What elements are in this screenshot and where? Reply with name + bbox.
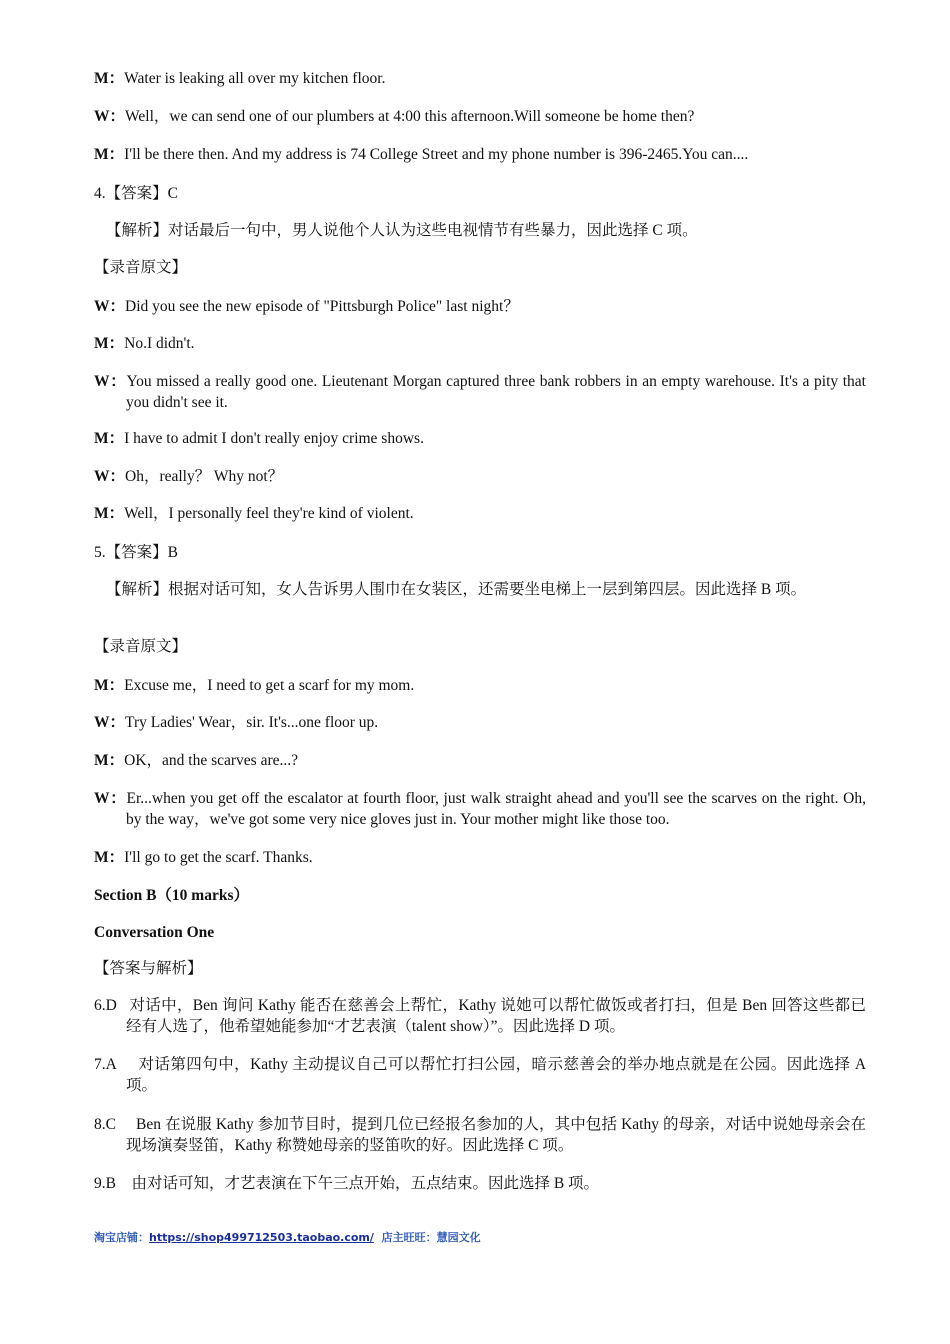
dialogue-line: M：Well，I personally feel they're kind of violent. <box>94 505 414 522</box>
footer <box>94 1229 481 1245</box>
owner-label: 店主旺旺：慧园文化 <box>381 1231 481 1244</box>
dialogue-line: W：Well，we can send one of our plumbers at 4:00 this afternoon.Will someone be home then? <box>94 108 695 125</box>
dialogue-line: M：I'll go to get the scarf. Thanks. <box>94 849 313 866</box>
dialogue-line: M：I have to admit I don't really enjoy crime shows. <box>94 430 424 447</box>
dialogue-line: W：Did you see the new episode of "Pittsburgh Police" last night？ <box>94 298 519 315</box>
dialogue-line: M：I'll be there then. And my address is 74 College Street and my phone number is 396-2465.You can.... <box>94 146 749 163</box>
answer-item: 7.A 对话第四句中，Kathy 主动提议自己可以帮忙打扫公园，暗示慈善会的举办地点就是在公园。因此选择 A 项。 <box>94 1056 867 1094</box>
answer-analysis-label: 【答案与解析】 <box>94 960 203 977</box>
dialogue-line: M：Excuse me，I need to get a scarf for my mom. <box>94 677 415 694</box>
answer-item: 6.D 对话中，Ben 询问 Kathy 能否在慈善会上帮忙，Kathy 说她可以帮忙做饭或者打扫，但是 Ben 回答这些都已经有人选了，他希望她能参加“才艺表演（talent show）”。因此选择 D 项。 <box>94 997 867 1035</box>
transcript-label-5: 【录音原文】 <box>94 638 188 655</box>
dialogue-line: W：Oh，really？ Why not？ <box>94 468 284 485</box>
dialogue-line: W：You missed a really good one. Lieutenant Morgan captured three bank robbers in an empty warehouse. It's a pity that you didn't see it. <box>94 373 866 411</box>
dialogue-line: W：Try Ladies' Wear，sir. It's...one floor up. <box>94 714 379 731</box>
dialogue-line: M：No.I didn't. <box>94 335 195 352</box>
answer-item: 9.B 由对话可知，才艺表演在下午三点开始，五点结束。因此选择 B 项。 <box>94 1175 600 1192</box>
dialogue-line: M：OK，and the scarves are...? <box>94 752 299 769</box>
shop-label: 淘宝店铺： <box>94 1231 149 1244</box>
transcript-label-4: 【录音原文】 <box>94 259 188 276</box>
analysis-4: 【解析】对话最后一句中，男人说他个人认为这些电视情节有些暴力，因此选择 C 项。 <box>106 222 698 239</box>
answer-5: 5.【答案】B <box>94 544 178 561</box>
shop-link[interactable]: https://shop499712503.taobao.com/ <box>149 1231 374 1244</box>
answer-4: 4.【答案】C <box>94 185 178 202</box>
analysis-5: 【解析】根据对话可知，女人告诉男人围巾在女装区，还需要坐电梯上一层到第四层。因此选择 B 项。 <box>106 581 807 598</box>
conversation-title: Conversation One <box>94 924 215 941</box>
dialogue-line: M：Water is leaking all over my kitchen floor. <box>94 70 386 87</box>
answer-item: 8.C Ben 在说服 Kathy 参加节目时，提到几位已经报名参加的人，其中包括 Kathy 的母亲，对话中说她母亲会在现场演奏竖笛，Kathy 称赞她母亲的竖笛吹的好。因此选择 C 项。 <box>94 1116 867 1154</box>
dialogue-line: W：Er...when you get off the escalator at fourth floor, just walk straight ahead and you'll see the scarves on the right. Oh, by the way，we've got some very nice gloves just in. Your mother might like those too. <box>94 790 866 828</box>
section-title: Section B（10 marks） <box>94 887 250 904</box>
